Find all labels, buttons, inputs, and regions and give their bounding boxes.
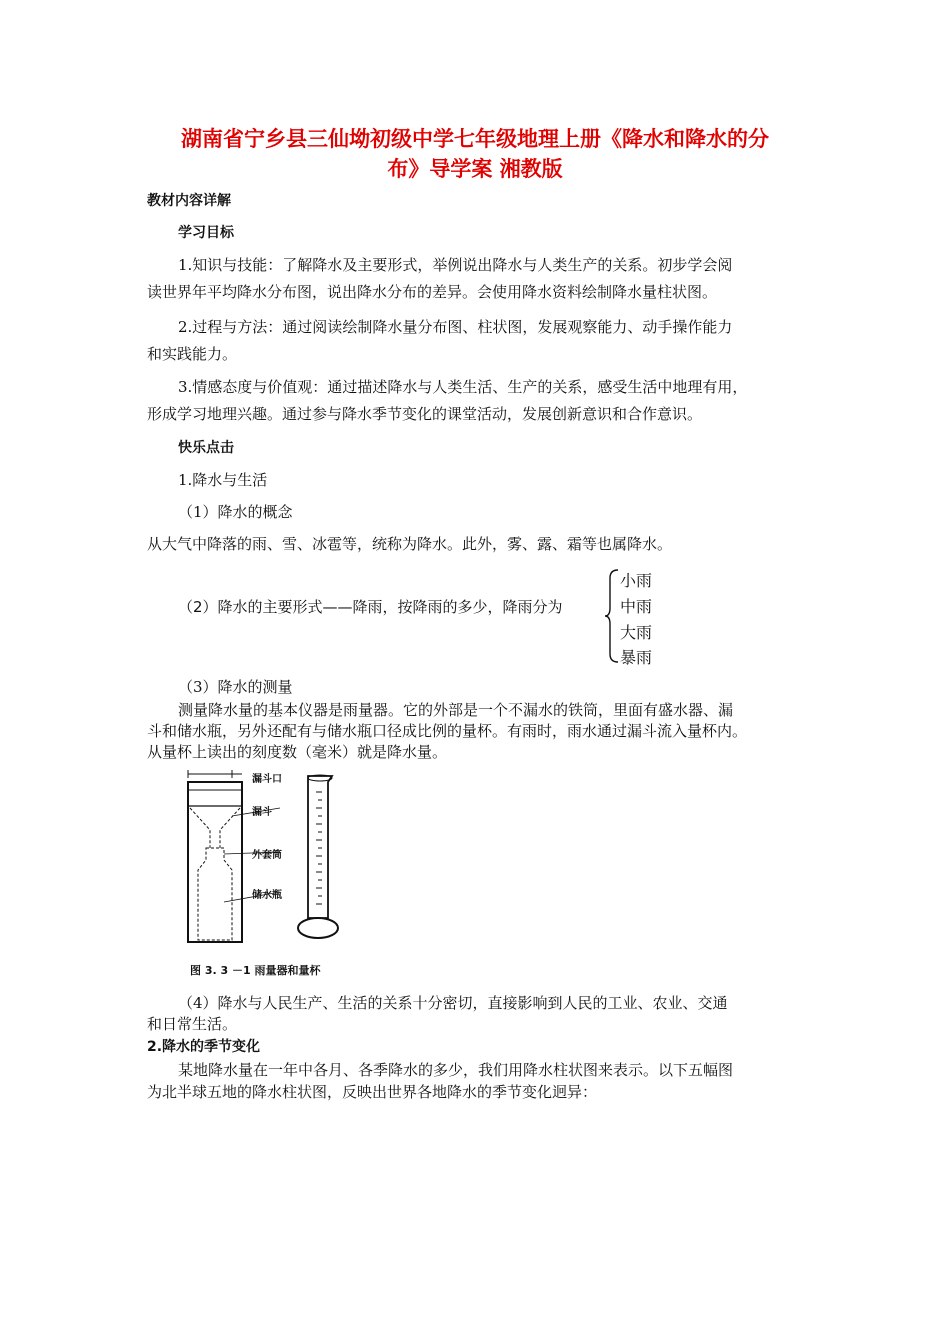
label-funnel: 漏斗 <box>252 807 272 818</box>
goal3-line2: 形成学习地理兴趣。通过参与降水季节变化的课堂活动，发展创新意识和合作意识。 <box>147 405 703 423</box>
goal1-line2: 读世界年平均降水分布图，说出降水分布的差异。会使用降水资料绘制降水量柱状图。 <box>147 283 718 301</box>
sub3-line2: 斗和储水瓶，另外还配有与储水瓶口径成比例的量杯。有雨时，雨水通过漏斗流入量杯内。 <box>147 722 748 740</box>
sub1-heading: （1）降水的概念 <box>178 503 293 521</box>
sub4-line1: （4）降水与人民生产、生活的关系十分密切，直接影响到人民的工业、农业、交通 <box>178 994 728 1012</box>
goal2-line2: 和实践能力。 <box>147 345 238 363</box>
sub4-line2: 和日常生活。 <box>147 1015 238 1033</box>
rain-type-moderate: 中雨 <box>620 597 653 616</box>
sub1-text: 从大气中降落的雨、雪、冰雹等，统称为降水。此外，雾、露、霜等也属降水。 <box>147 535 673 553</box>
goal3-line1: 3.情感态度与价值观：通过描述降水与人类生活、生产的关系，感受生活中地理有用， <box>178 378 748 396</box>
label-funnel-mouth: 漏斗口 <box>252 774 282 785</box>
label-outer-cylinder: 外套筒 <box>252 850 282 861</box>
sub3-heading: （3）降水的测量 <box>178 678 293 696</box>
item2-line1: 某地降水量在一年中各月、各季降水的多少，我们用降水柱状图来表示。以下五幅图 <box>178 1061 734 1079</box>
brace-icon <box>604 568 620 664</box>
item2-line2: 为北半球五地的降水柱状图，反映出世界各地降水的季节变化迥异： <box>147 1083 598 1101</box>
page-title-line2: 布》导学案 湘教版 <box>387 157 563 181</box>
sub3-line1: 测量降水量的基本仪器是雨量器。它的外部是一个不漏水的铁筒，里面有盛水器、漏 <box>178 701 734 719</box>
goals-heading: 学习目标 <box>178 225 234 241</box>
sub3-line3: 从量杯上读出的刻度数（毫米）就是降水量。 <box>147 743 448 761</box>
label-storage-bottle: 储水瓶 <box>252 890 282 901</box>
goal2-line1: 2.过程与方法：通过阅读绘制降水量分布图、柱状图，发展观察能力、动手操作能力 <box>178 318 733 336</box>
goal1-line1: 1.知识与技能：了解降水及主要形式，举例说出降水与人类生产的关系。初步学会阅 <box>178 256 733 274</box>
rain-type-rainstorm: 暴雨 <box>620 648 653 667</box>
material-heading: 教材内容详解 <box>147 193 231 209</box>
item1-heading: 1.降水与生活 <box>178 471 268 489</box>
item2-heading: 2.降水的季节变化 <box>147 1039 261 1055</box>
rain-type-light: 小雨 <box>620 571 653 590</box>
sub2-text: （2）降水的主要形式——降雨，按降雨的多少，降雨分为 <box>178 598 563 616</box>
rain-type-heavy: 大雨 <box>620 623 653 642</box>
page-title-line1: 湖南省宁乡县三仙坳初级中学七年级地理上册《降水和降水的分 <box>181 127 769 151</box>
figure-caption: 图 3. 3 －1 雨量器和量杯 <box>190 964 321 977</box>
click-heading: 快乐点击 <box>178 440 234 456</box>
